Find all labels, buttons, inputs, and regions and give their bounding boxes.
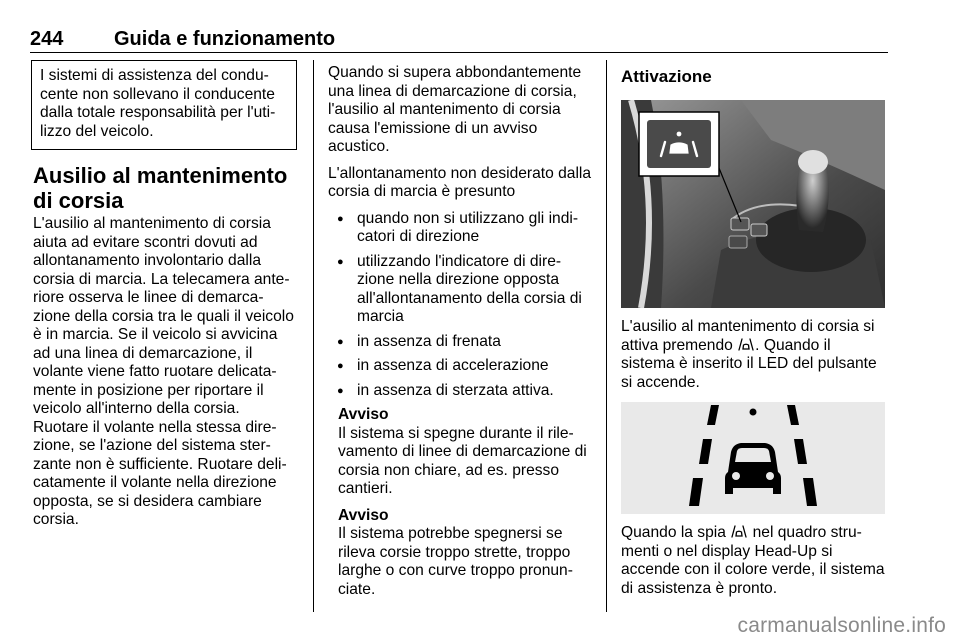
list-item: ● utilizzando l'indicatore di dire-zione nella direzione opposta all'allontanamento della corsia di marcia xyxy=(328,253,592,327)
note-text: Il sistema si spegne durante il rile-vamento di linee di demarcazione di corsia non chiare, ad es. presso cantieri. xyxy=(338,424,587,497)
bullet-list xyxy=(328,210,592,401)
note-box-text: I sistemi di assistenza del condu-cente non sollevano il conducente dalla totale responsabilità per l'uti-lizzo del veicolo. xyxy=(40,67,276,140)
list-item: ● in assenza di sterzata attiva. xyxy=(328,382,592,401)
paragraph-text: Quando la spia xyxy=(621,524,726,541)
paragraph xyxy=(621,318,888,392)
paragraph xyxy=(621,524,888,598)
list-item: ● in assenza di frenata xyxy=(328,333,592,352)
column-right xyxy=(621,64,888,606)
list-item: ● in assenza di accelerazione xyxy=(328,357,592,376)
chapter-title: Guida e funzionamento xyxy=(114,28,336,50)
console-photo-illustration xyxy=(621,100,885,308)
section-body: L'ausilio al mantenimento di corsia aiuta ad evitare scontri dovuti ad allontanamento involontario dalla corsia di marcia. La telecamera ante-riore osserva le linee di demarca-zione della corsia tra le quali il veicolo è in marcia. Se il veicolo si avvicina ad una linea di demarcazione, il volante viene fatto ruotare delicata-mente in posizione per riportare il veicolo all'interno della corsia. Ruotare il volante nella stessa dire-zione, se l'azione del sistema ster-zante non è sufficiente. Ruotare deli-catamente il volante nella direzione opposta, se si desidera cambiare corsia. xyxy=(33,215,294,528)
lane-keep-assist-icon xyxy=(621,402,885,514)
note xyxy=(338,406,592,499)
page-header xyxy=(30,22,888,53)
section-title: Ausilio al mantenimento di corsia xyxy=(33,163,288,213)
column-divider xyxy=(313,60,314,612)
page-number: 244 xyxy=(30,28,64,50)
watermark: carmanualsonline.info xyxy=(737,614,946,637)
lane-keep-assist-icon xyxy=(730,524,748,538)
paragraph-text: . Quando il sistema è inserito il LED del pulsante si accende. xyxy=(621,336,877,391)
lane-assist-diagram xyxy=(621,402,885,514)
note-text: Il sistema potrebbe spegnersi se rileva corsie troppo strette, troppo larghe o con curve troppo pronun-ciate. xyxy=(338,525,573,598)
paragraph: Quando si supera abbondantemente una linea di demarcazione di corsia, l'ausilio al mantenimento di corsia causa l'emissione di un avviso acustico. xyxy=(328,64,582,155)
list-item: ● quando non si utilizzano gli indi-catori di direzione xyxy=(328,210,592,247)
column-divider xyxy=(606,60,607,612)
paragraph-text: nel quadro stru-menti o nel display Head-Up si accende con il colore verde, il sistema di assistenza è pronto. xyxy=(621,524,885,597)
note-title: Avviso xyxy=(338,406,389,423)
column-middle xyxy=(328,64,592,607)
note-box xyxy=(31,60,297,150)
note-title: Avviso xyxy=(338,506,389,524)
console-photo xyxy=(621,100,885,308)
lane-keep-assist-icon xyxy=(737,337,755,351)
column-left xyxy=(33,60,299,538)
subsection-heading: Attivazione xyxy=(621,67,712,86)
note xyxy=(338,507,592,600)
paragraph: L'allontanamento non desiderato dalla corsia di marcia è presunto xyxy=(328,164,592,200)
paragraph-text: L'ausilio al mantenimento di corsia si attiva premendo xyxy=(621,318,875,354)
